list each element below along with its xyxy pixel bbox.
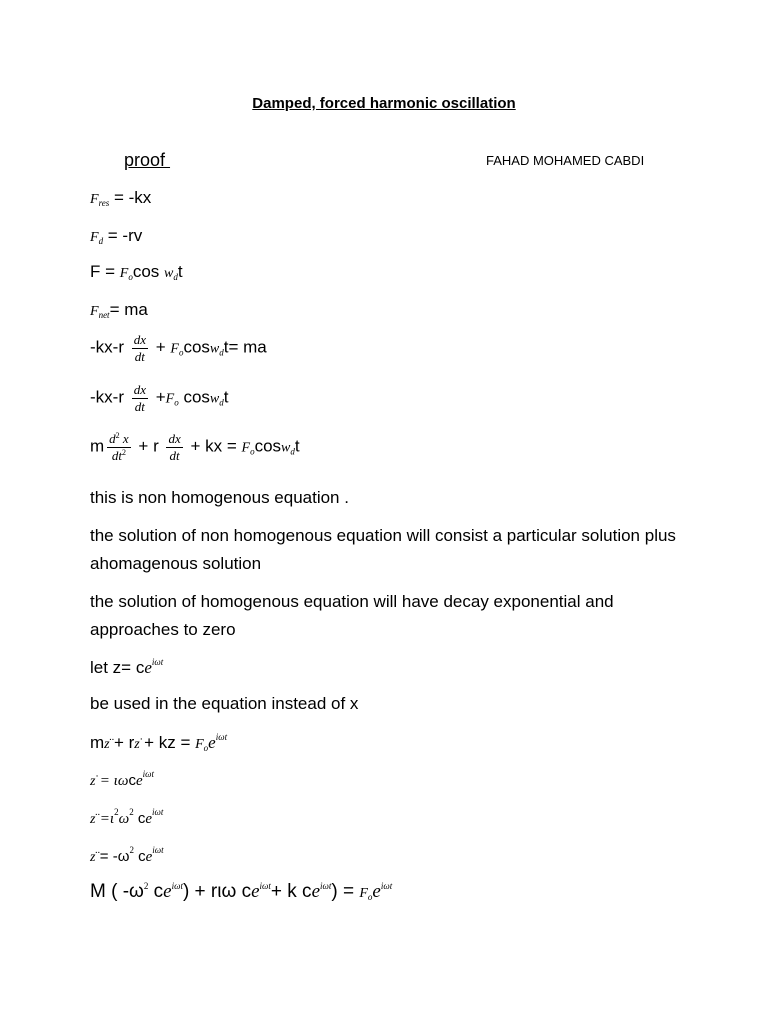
- force-symbol: F: [90, 192, 99, 207]
- exponent: iωt: [142, 769, 154, 779]
- subscript: o: [174, 397, 179, 408]
- plus-sign: +: [151, 337, 171, 357]
- omega-symbol: ω: [118, 811, 130, 827]
- paragraph-non-homogenous: this is non homogenous equation .: [90, 488, 349, 507]
- equation-differential: [90, 432, 300, 462]
- fraction-denominator: dt: [134, 348, 145, 364]
- exp-symbol: e: [372, 881, 381, 902]
- cos-text: cos: [132, 262, 165, 281]
- subscript: d: [98, 236, 104, 246]
- fraction-denominator: [107, 448, 131, 463]
- fraction-numerator: dx: [168, 431, 181, 446]
- exp-symbol: e: [311, 881, 320, 902]
- numerator-x: x: [119, 431, 129, 446]
- equation-first-derivative: [90, 770, 154, 789]
- equation-rhs: = -rv: [103, 226, 143, 245]
- subscript: o: [203, 743, 209, 753]
- paragraph-substitution: be used in the equation instead of x: [90, 694, 359, 713]
- equals-minus-omega: = -ω: [99, 848, 130, 865]
- spring-term: + k c: [270, 881, 312, 902]
- author-name: FAHAD MOHAMED CABDI: [486, 153, 645, 168]
- mass-symbol: m: [90, 436, 105, 456]
- first-derivative-fraction: [166, 432, 182, 462]
- force-symbol: F: [90, 304, 99, 319]
- equation-second-derivative: [90, 808, 163, 827]
- c-constant: c: [128, 772, 136, 789]
- exponent: iωt: [151, 657, 164, 667]
- z-symbol: z: [104, 737, 110, 752]
- c-constant: c: [133, 810, 146, 827]
- equals-i-omega: = ιω: [99, 773, 129, 789]
- numerator-power: 2: [115, 431, 120, 440]
- exp-symbol: e: [135, 773, 143, 789]
- double-dot-mark: ¨: [95, 849, 100, 864]
- equals-i: =ι: [99, 811, 115, 827]
- omega-symbol: w: [209, 391, 220, 407]
- exponent: iωt: [380, 881, 393, 891]
- fraction-denominator: dt: [134, 398, 145, 414]
- subscript: net: [98, 310, 110, 320]
- subscript: o: [178, 347, 184, 358]
- equation-let-z: [90, 658, 163, 676]
- cos-text: cos: [183, 337, 210, 357]
- equation-restoring-force: [90, 189, 151, 208]
- equation-net-force: [90, 301, 148, 320]
- let-text: let z= c: [90, 658, 145, 677]
- exp-symbol: e: [208, 733, 216, 752]
- plus-r: + r: [113, 733, 135, 752]
- c-constant: c: [133, 848, 146, 865]
- dot-mark: ˙: [139, 736, 145, 751]
- equation-forces-sum: [90, 383, 228, 413]
- exponent: iωt: [152, 845, 164, 855]
- dot-mark: ˙: [95, 773, 100, 788]
- power: 2: [129, 845, 134, 855]
- subscript: d: [290, 446, 295, 457]
- subscript: d: [219, 397, 224, 408]
- subscript: d: [219, 347, 224, 358]
- paragraph-homogenous-decay: the solution of homogenous equation will have decay exponential and approaches to zero: [90, 592, 614, 639]
- denominator-dt: dt: [111, 447, 122, 463]
- second-derivative-fraction: [107, 432, 131, 462]
- exponent: iωt: [259, 881, 271, 891]
- equation-driving-force: [90, 263, 183, 282]
- equation-suffix: t= ma: [223, 337, 267, 357]
- cos-text: cos: [254, 436, 282, 456]
- omega-symbol: w: [209, 341, 220, 357]
- page-title: Damped, forced harmonic oscillation: [252, 95, 516, 112]
- power: 2: [129, 807, 134, 817]
- numerator-d: d: [109, 431, 116, 446]
- equation-middle: + kx =: [185, 436, 242, 456]
- time-variable: t: [177, 262, 183, 281]
- equation-newton-second-law: [90, 333, 267, 363]
- equation-complex-form: [90, 733, 227, 753]
- z-symbol: z: [90, 850, 96, 865]
- fraction-denominator: dt: [169, 447, 180, 463]
- paragraph-solution-structure: the solution of non homogenous equation will consist a particular solution plus ahomagenous solution: [90, 526, 676, 573]
- force-symbol: F: [359, 886, 368, 901]
- fraction-numerator: [107, 432, 131, 448]
- exponent: iωt: [171, 881, 183, 891]
- subscript: o: [367, 892, 373, 902]
- force-symbol: F: [195, 737, 204, 752]
- exp-symbol: e: [251, 881, 260, 902]
- c-constant: c: [148, 881, 164, 902]
- plus-sign: +: [151, 387, 166, 407]
- mass-symbol: m: [90, 733, 105, 752]
- omega-symbol: w: [281, 440, 291, 456]
- exp-symbol: e: [145, 811, 153, 827]
- equation-damping-force: [90, 227, 142, 246]
- force-symbol: F: [170, 341, 179, 357]
- fraction-numerator: dx: [133, 332, 146, 347]
- damping-term: ) + rιω c: [182, 881, 252, 902]
- power: 2: [143, 881, 149, 891]
- cos-text: cos: [178, 387, 210, 407]
- equation-second-derivative-simplified: [90, 846, 164, 865]
- plus-r: + r: [133, 436, 164, 456]
- z-symbol: z: [134, 737, 140, 752]
- equation-rhs: = ma: [109, 300, 148, 319]
- exp-symbol: e: [163, 881, 172, 902]
- equation-rhs: = -kx: [109, 188, 152, 207]
- exp-symbol: e: [145, 849, 153, 865]
- force-symbol: F: [119, 266, 129, 281]
- mass-open-paren: M ( -ω: [90, 881, 144, 902]
- subscript: o: [128, 272, 133, 282]
- proof-label: proof: [124, 150, 171, 170]
- z-symbol: z: [90, 774, 96, 789]
- equation-prefix: -kx-r: [90, 337, 129, 357]
- exponent: iωt: [152, 807, 164, 817]
- force-symbol: F: [90, 230, 99, 245]
- omega-symbol: w: [164, 266, 174, 281]
- fraction-numerator: dx: [133, 382, 146, 397]
- equation-suffix: t: [223, 387, 229, 407]
- fraction: [132, 333, 148, 363]
- exponent: iωt: [215, 732, 228, 742]
- equation-lhs: F =: [90, 262, 120, 281]
- exponent: iωt: [320, 881, 332, 891]
- subscript: o: [250, 446, 255, 457]
- double-dot-mark: ¨: [109, 736, 114, 751]
- z-symbol: z: [90, 812, 96, 827]
- power: 2: [114, 807, 119, 817]
- force-symbol: F: [165, 391, 175, 407]
- subscript: res: [98, 198, 110, 208]
- fraction: [132, 383, 148, 413]
- equation-suffix: t: [294, 436, 300, 456]
- subscript: d: [173, 272, 178, 282]
- exp-symbol: e: [144, 658, 152, 677]
- double-dot-mark: ¨: [95, 811, 100, 826]
- denominator-power: 2: [122, 447, 126, 457]
- equation-middle: + kz =: [144, 733, 196, 752]
- force-symbol: F: [241, 440, 251, 456]
- equation-prefix: -kx-r: [90, 387, 129, 407]
- equation-substituted: [90, 882, 392, 902]
- equals-sign: ) =: [331, 881, 360, 902]
